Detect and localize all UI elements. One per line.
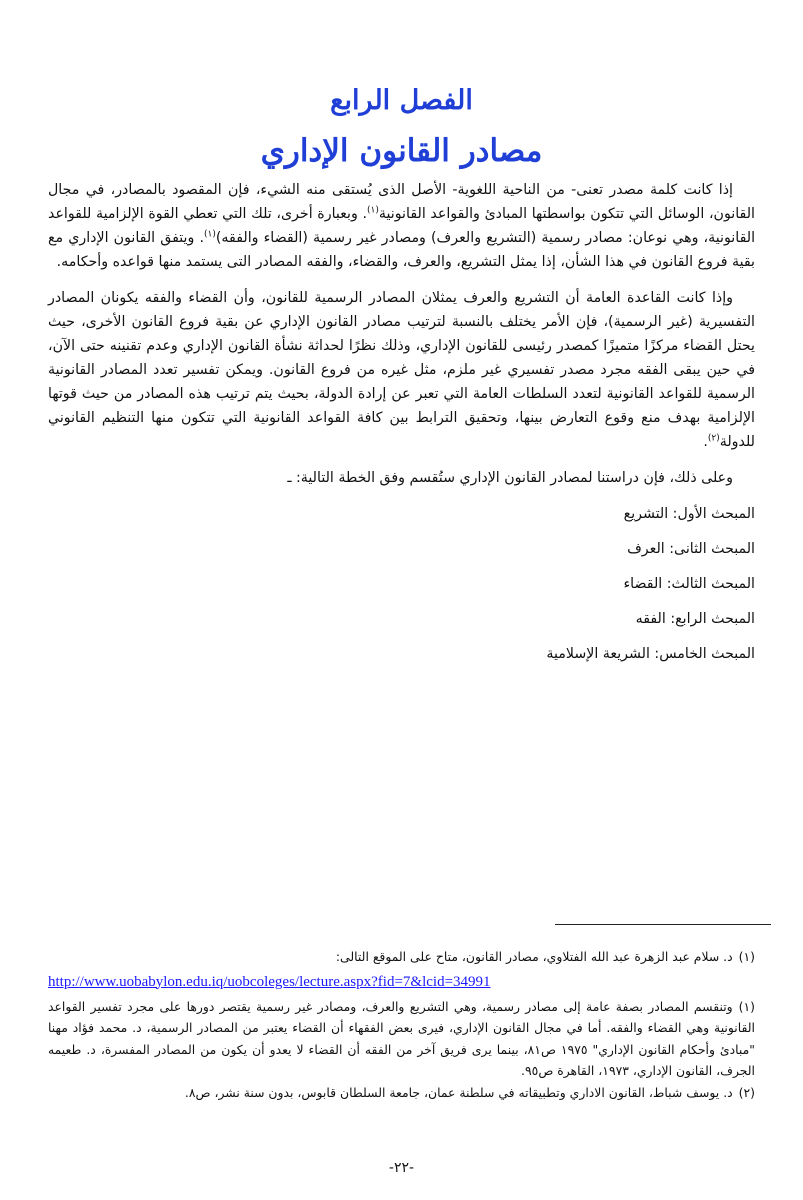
paragraph-2-main: وإذا كانت القاعدة العامة أن التشريع والعرف يمثلان المصادر الرسمية للقانون، وأن القضاء والفقه يكونان المصادر التفسيرية (غير الرسمية)، فإن الأمر يختلف بالنسبة لترتيب مصادر القانون الإداري عن بقية فروع القانون الأخرى، حيث يحتل القضاء مركزًا متميزًا كمصدر رئيسى للقانون الإداري، وذلك نظرًا لحداثة نشأة القانون الإداري وعدم تقنينه حتى الآن، في حين يبقى الفقه مجرد مصدر تفسيري غير ملزم، مثل غيره من فروع القانون. ويمكن تفسير تعدد المصادر القانونية الرسمية للقواعد القانونية لتعدد السلطات العامة التي تعبر عن إرادة الدولة، بحيث يتم ترتيب هذه المصادر من حيث قوتها الإلزامية بهدف منع وقوع التعارض بينها، وتحقيق الترابط بين كافة القواعد القانونية التي تتكون منها التنظيم القانوني للدولة	[48, 290, 755, 450]
plan-intro: وعلى ذلك، فإن دراستنا لمصادر القانون الإداري ستُقسم وفق الخطة التالية: ـ	[287, 470, 733, 486]
footnote-2-number: (١)	[738, 998, 755, 1014]
footnotes	[48, 946, 755, 1103]
footnote-1-text: د. سلام عبد الزهرة عبد الله الفتلاوي، مصادر القانون، متاح على الموقع التالى:	[335, 949, 733, 964]
footnote-divider	[555, 924, 771, 925]
paragraph-1-main: إذا كانت كلمة مصدر تعنى- من الناحية اللغوية- الأصل الذى يُستقى منه الشيء، فإن المقصود بالمصادر، في مجال القانون، الوسائل التي تتكون بواسطتها المبادئ والقواعد القانونية	[48, 182, 755, 222]
section-item: المبحث الأول: التشريع	[623, 506, 755, 522]
footnote-3-number: (٢)	[738, 1084, 755, 1100]
page-number: -٢٢-	[388, 1160, 415, 1176]
footnote-link[interactable]: http://www.uobabylon.edu.iq/uobcoleges/lecture.aspx?fid=7&lcid=34991	[48, 973, 491, 990]
chapter-subtitle: مصادر القانون الإداري	[260, 133, 543, 169]
footnote-ref-1: (١)	[367, 205, 379, 216]
section-item: المبحث الرابع: الفقه	[635, 611, 755, 627]
chapter-title: الفصل الرابع	[330, 85, 473, 116]
section-item: المبحث الثانى: العرف	[627, 541, 755, 557]
footnote-1	[48, 946, 755, 968]
footnote-3-text: د. يوسف شباط، القانون الاداري وتطبيقاته في سلطنة عمان، جامعة السلطان قابوس، بدون سنة نشر، ص٨.	[184, 1084, 733, 1100]
footnote-3	[48, 1082, 755, 1104]
footnote-2	[48, 996, 755, 1082]
paragraph-1-end: . ويتفق القانون الإداري مع بقية فروع القانون في هذا الشأن، إذا يمثل التشريع، والعرف، والقضاء، والفقه المصادر التى يستمد منها قواعده وأحكامه.	[48, 230, 755, 270]
section-item: المبحث الخامس: الشريعة الإسلامية	[546, 646, 755, 662]
footnote-2-text: وتنقسم المصادر بصفة عامة إلى مصادر رسمية، وهي التشريع والعرف، ومصادر غير رسمية يقتصر دورها على مجرد تفسير القواعد القانونية وهي القضاء والفقه. أما في مجال القانون الإداري، فيرى بعض الفقهاء أن القضاء يعتبر من المصادر الرسمية، د. محمد فؤاد مهنا "مبادئ وأحكام القانون الإداري" ١٩٧٥ ص٨١، بينما يرى فريق آخر من الفقه أن القضاء لا يعدو أن يكون من المصادر المفسرة، د. طعيمه الجرف، القانون الإداري، ١٩٧٣، القاهرة ص٩٥.	[48, 998, 756, 1078]
footnote-ref-2: (١)	[204, 229, 216, 240]
paragraph-1	[48, 178, 755, 274]
footnote-1-number: (١)	[738, 949, 755, 964]
paragraph-2	[48, 286, 755, 454]
paragraph-2-end: .	[703, 434, 708, 450]
section-item: المبحث الثالث: القضاء	[623, 576, 755, 592]
paragraph-1-middle: . وبعبارة أخرى، تلك التي تعطي القوة الإلزامية للقواعد القانونية، وهي نوعان: مصادر رسمية (التشريع والعرف) ومصادر غير رسمية (القضاء والفقه)	[48, 206, 756, 246]
body-text	[48, 178, 755, 677]
sections-list	[48, 502, 755, 677]
footnote-ref-3: (٢)	[707, 433, 720, 444]
